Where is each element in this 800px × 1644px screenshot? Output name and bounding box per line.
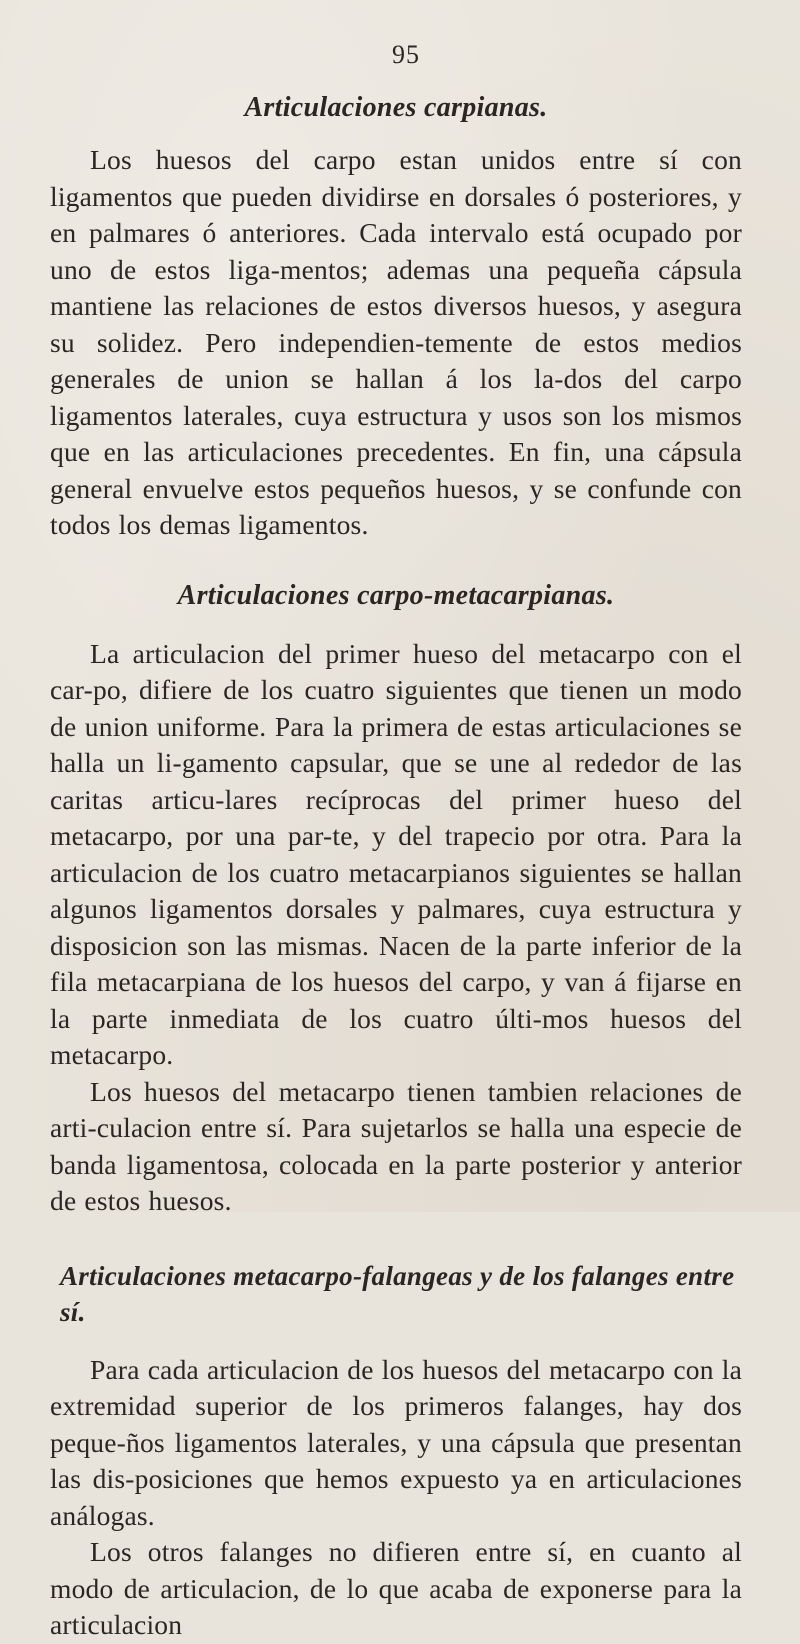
section-articulaciones-carpianas — [50, 90, 742, 544]
section-articulaciones-carpo-metacarpianas — [50, 578, 742, 1220]
paragraph: La articulacion del primer hueso del metacarpo con el car-po, difiere de los cuatro siguientes que tienen un modo de union uniforme. Para la primera de estas articulaciones se halla un li-gamento capsular, que se une al rededor de las caritas articu-lares recíprocas del primer hueso del metacarpo, por una par-te, y del trapecio por otra. Para la articulacion de los cuatro metacarpianos siguientes se hallan algunos ligamentos dorsales y palmares, cuya estructura y disposicion son las mismas. Nacen de la parte inferior de la fila metacarpiana de los huesos del carpo, y van á fijarse en la parte inmediata de los cuatro últi-mos huesos del metacarpo. — [50, 637, 742, 1070]
paragraph: Los otros falanges no difieren entre sí, en cuanto al modo de articulacion, de lo que acaba de exponerse para la articulacion — [50, 1536, 742, 1640]
paragraph: Los huesos del carpo estan unidos entre sí con ligamentos que pueden dividirse en dorsales ó posteriores, y en palmares ó anteriores. Cada intervalo está ocupado por uno de estos liga-mentos; ademas una pequeña cápsula mantiene las relaciones de estos diversos huesos, y asegura su solidez. Pero independien-temente de estos medios generales de union se hallan á los la-dos del carpo ligamentos laterales, cuya estructura y usos son los mismos que en las articulaciones precedentes. En fin, una cápsula general envuelve estos pequeños huesos, y se confunde con todos los demas ligamentos. — [50, 144, 742, 540]
paragraph: Para cada articulacion de los huesos del metacarpo con la extremidad superior de los primeros falanges, hay dos peque-ños ligamentos laterales, y una cápsula que presentan las dis-posiciones que hemos expuesto ya en articulaciones análogas. — [50, 1353, 742, 1531]
section-heading: Articulaciones metacarpo-falangeas y de los falanges entre sí. — [60, 1260, 735, 1327]
section-heading: Articulaciones carpo-metacarpianas. — [177, 579, 615, 611]
page-number: 95 — [392, 40, 420, 69]
section-heading: Articulaciones carpianas. — [244, 92, 548, 123]
paragraph: Los huesos del metacarpo tienen tambien relaciones de arti-culacion entre sí. Para sujetarlos se halla una especie de banda ligamentosa, colocada en la parte posterior y anterior de estos huesos. — [50, 1075, 742, 1216]
section-articulaciones-metacarpo-falangeas — [50, 1258, 742, 1644]
